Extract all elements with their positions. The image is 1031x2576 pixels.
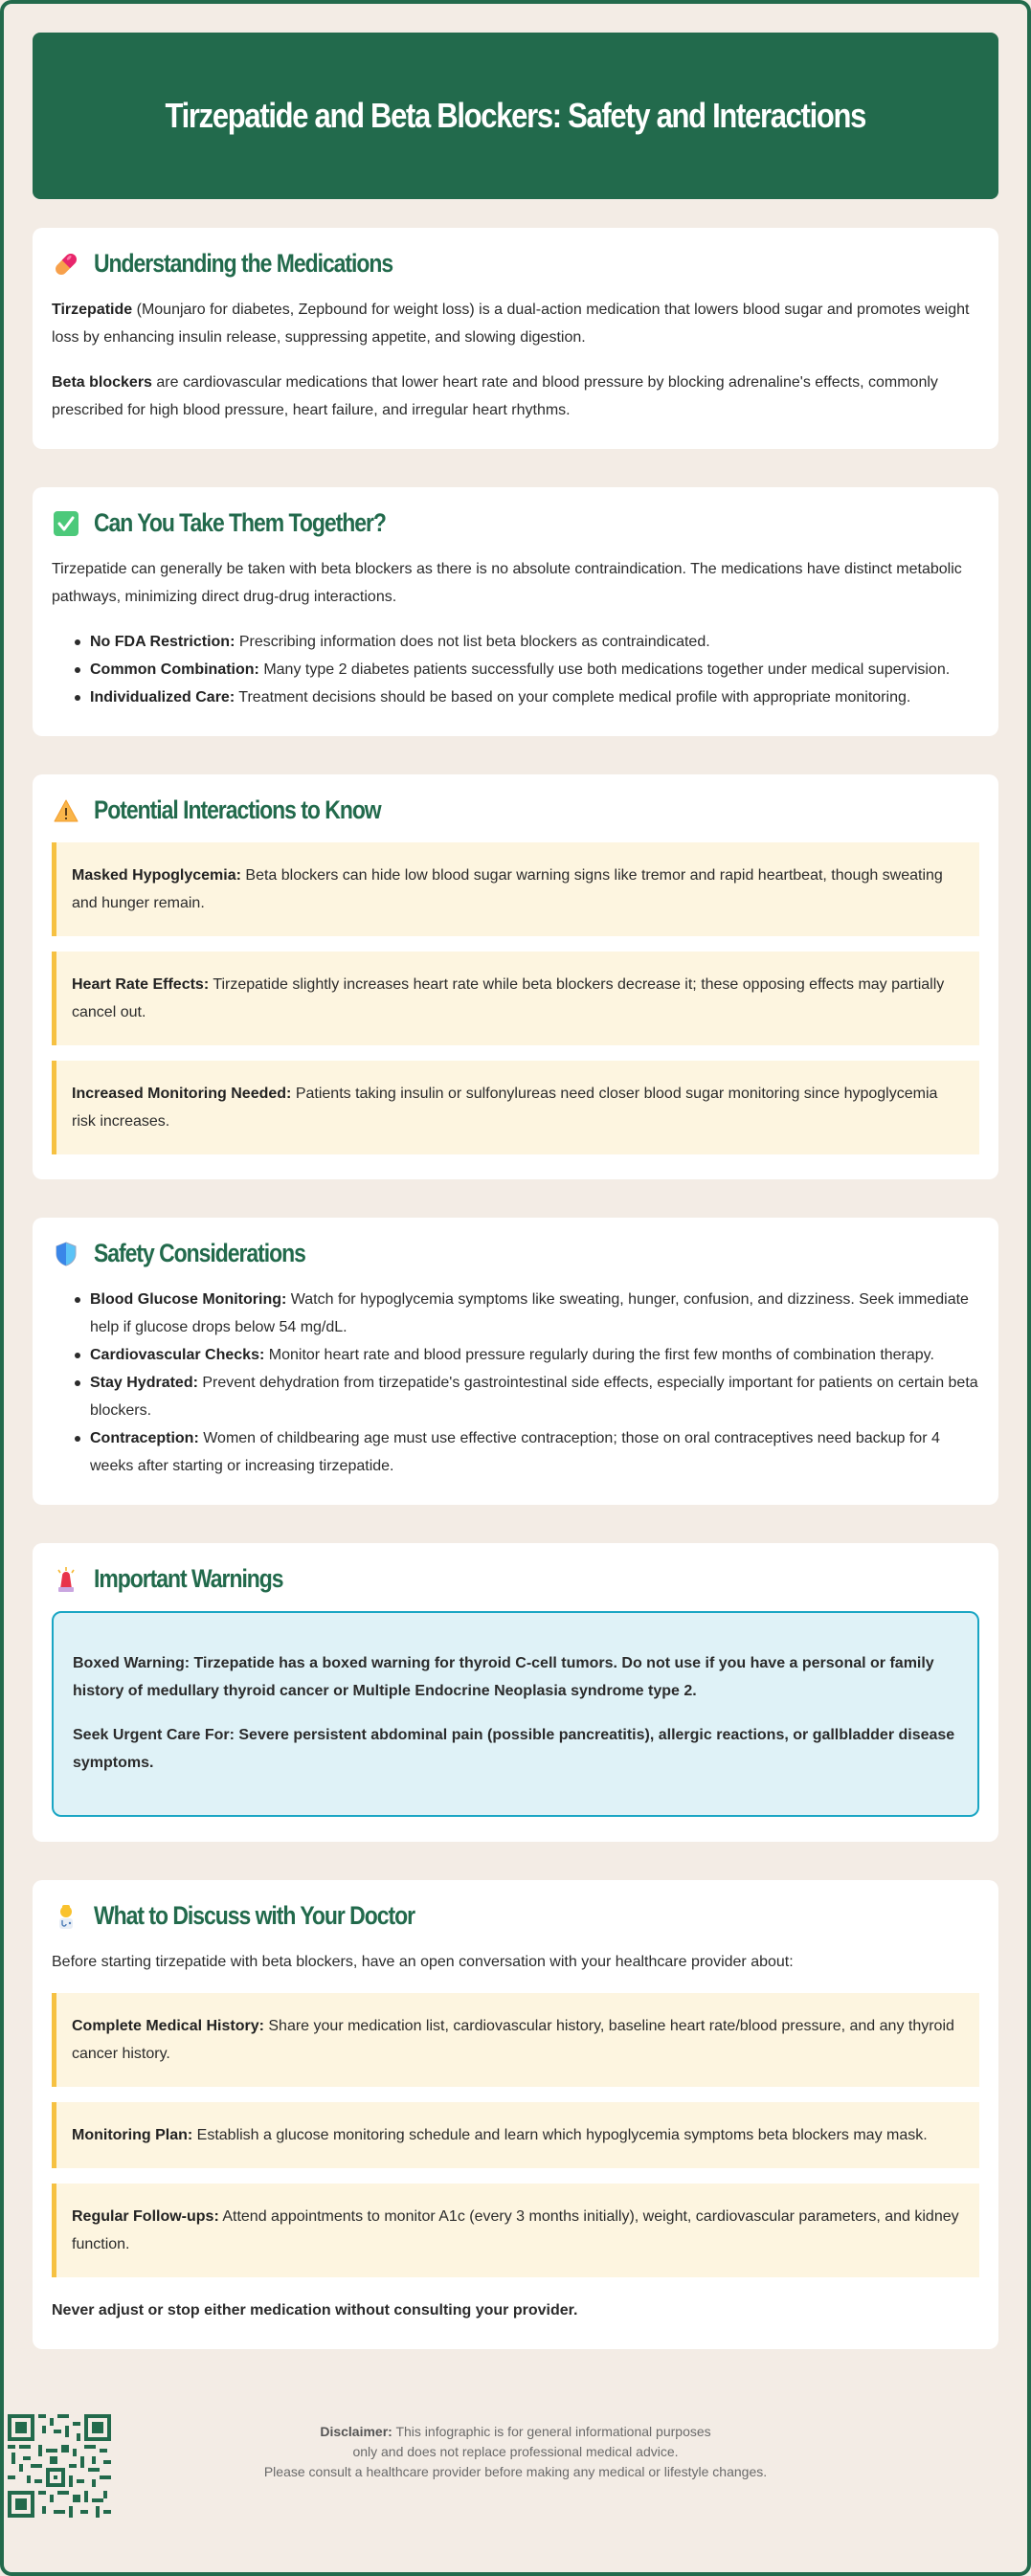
list-item: Common Combination: Many type 2 diabetes patients successfully use both medications together under medical supervision. xyxy=(77,656,979,683)
page-title: Tirzepatide and Beta Blockers: Safety and Interactions xyxy=(165,96,866,135)
urgent-care-text: Seek Urgent Care For: Severe persistent abdominal pain (possible pancreatitis), allergic reactions, or gallbladder disease symptoms. xyxy=(73,1727,955,1771)
list-item: Individualized Care: Treatment decisions should be based on your complete medical profile with appropriate monitoring. xyxy=(77,683,979,711)
boxed-warning xyxy=(52,1611,979,1817)
doctor-icon xyxy=(52,1902,80,1931)
tirzepatide-description: Tirzepatide (Mounjaro for diabetes, Zepbound for weight loss) is a dual-action medication that lowers blood sugar and promotes weight loss by enhancing insulin release, suppressing appetite, and slowing digestion. xyxy=(52,302,970,346)
list-item: Stay Hydrated: Prevent dehydration from tirzepatide's gastrointestinal side effects, especially important for patients on certain beta blockers. xyxy=(77,1369,979,1424)
card-interactions xyxy=(33,774,998,1179)
together-intro: Tirzepatide can generally be taken with beta blockers as there is no absolute contraindication. The medications have distinct metabolic pathways, minimizing direct drug-drug interactions. xyxy=(52,561,962,605)
section-heading xyxy=(52,249,979,279)
callout-medical-history: Complete Medical History: Share your medication list, cardiovascular history, baseline heart rate/blood pressure, and any thyroid cancer history. xyxy=(52,1993,979,2087)
shield-icon xyxy=(52,1240,80,1268)
boxed-warning-text: Boxed Warning: Tirzepatide has a boxed warning for thyroid C-cell tumors. Do not use if you have a personal or family history of medullary thyroid cancer or Multiple Endocrine Neoplasia syndrome type 2. xyxy=(73,1655,934,1699)
section-title: Understanding the Medications xyxy=(94,249,393,278)
section-title: Can You Take Them Together? xyxy=(94,508,386,537)
callout-monitoring-plan: Monitoring Plan: Establish a glucose monitoring schedule and learn which hypoglycemia symptoms beta blockers may mask. xyxy=(52,2102,979,2168)
section-heading xyxy=(52,1239,979,1268)
list-item: Cardiovascular Checks: Monitor heart rate and blood pressure regularly during the first few months of combination therapy. xyxy=(77,1341,979,1369)
closing-note: Never adjust or stop either medication without consulting your provider. xyxy=(52,2302,578,2318)
section-title: Important Warnings xyxy=(94,1564,283,1593)
section-heading xyxy=(52,1901,979,1931)
header-banner xyxy=(33,33,998,199)
together-list xyxy=(52,628,979,711)
section-title: Potential Interactions to Know xyxy=(94,795,381,824)
callout-monitoring: Increased Monitoring Needed: Patients taking insulin or sulfonylureas need closer blood sugar monitoring since hypoglycemia risk increases. xyxy=(52,1061,979,1154)
list-item: Contraception: Women of childbearing age must use effective contraception; those on oral contraceptives need backup for 4 weeks after starting or increasing tirzepatide. xyxy=(77,1424,979,1480)
footer xyxy=(4,2387,1027,2510)
card-doctor xyxy=(33,1880,998,2349)
disclaimer-label: Disclaimer: xyxy=(320,2424,392,2439)
card-understanding xyxy=(33,228,998,449)
card-warnings xyxy=(33,1543,998,1842)
callout-heart-rate: Heart Rate Effects: Tirzepatide slightly increases heart rate while beta blockers decrease it; these opposing effects may partially cancel out. xyxy=(52,952,979,1045)
card-together xyxy=(33,487,998,736)
check-mark-icon xyxy=(52,509,80,538)
callout-follow-ups: Regular Follow-ups: Attend appointments to monitor A1c (every 3 months initially), weight, cardiovascular parameters, and kidney function. xyxy=(52,2184,979,2277)
callout-masked-hypoglycemia: Masked Hypoglycemia: Beta blockers can hide low blood sugar warning signs like tremor and rapid heartbeat, though sweating and hunger remain. xyxy=(52,842,979,936)
pill-icon xyxy=(52,250,80,279)
list-item: No FDA Restriction: Prescribing information does not list beta blockers as contraindicated. xyxy=(77,628,979,656)
safety-list xyxy=(52,1286,979,1480)
disclaimer: Disclaimer: This infographic is for general informational purposes only and does not replace professional medical advice. Please consult a healthcare provider before making any medical or lifestyle changes. xyxy=(263,2424,768,2479)
warning-icon xyxy=(52,796,80,825)
section-title: Safety Considerations xyxy=(94,1239,305,1267)
card-safety xyxy=(33,1218,998,1505)
list-item: Blood Glucose Monitoring: Watch for hypoglycemia symptoms like sweating, hunger, confusion, and dizziness. Seek immediate help if glucose drops below 54 mg/dL. xyxy=(77,1286,979,1341)
section-heading xyxy=(52,1564,979,1594)
section-heading xyxy=(52,508,979,538)
doctor-intro: Before starting tirzepatide with beta blockers, have an open conversation with your healthcare provider about: xyxy=(52,1954,794,1970)
beta-blockers-description: Beta blockers are cardiovascular medications that lower heart rate and blood pressure by blocking adrenaline's effects, commonly prescribed for high blood pressure, heart failure, and irregular heart rhythms. xyxy=(52,374,938,418)
section-title: What to Discuss with Your Doctor xyxy=(94,1901,415,1930)
section-heading xyxy=(52,795,979,825)
siren-icon xyxy=(52,1565,80,1594)
